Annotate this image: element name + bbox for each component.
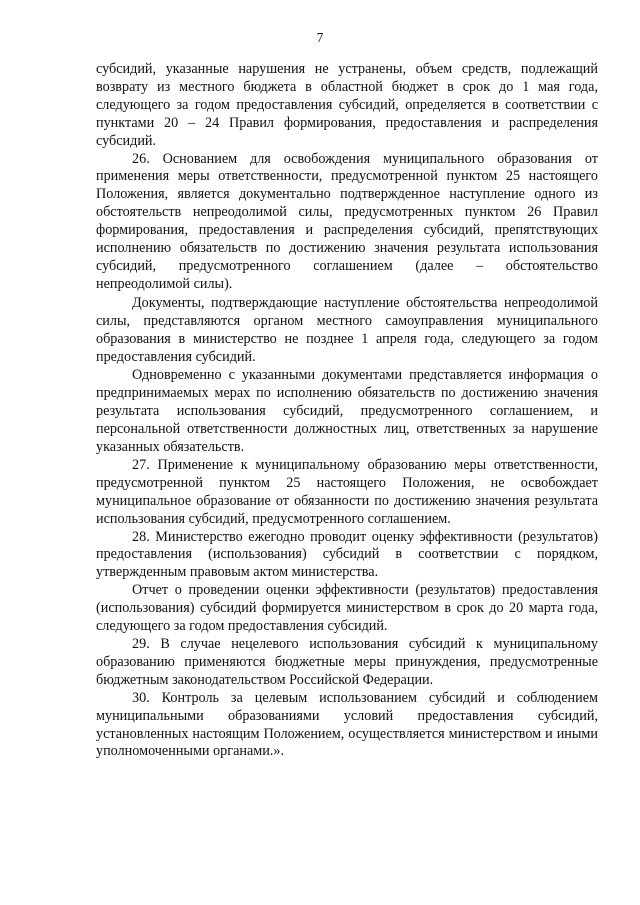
paragraph-documents: Документы, подтверждающие наступление обстоятельства непреодолимой силы, представляются органом местного самоуправления муниципального образования в министерство не позднее 1 апреля года, следующего за годом предоставления субсидий. xyxy=(96,294,598,365)
paragraph-information: Одновременно с указанными документами представляется информация о предпринимаемых мерах по исполнению обязательств по достижению значения результата использования субсидий, предусмотренного соглашением, и персональной ответственности должностных лиц, ответственных за нарушение указанных обязательств. xyxy=(96,367,598,456)
document-body xyxy=(96,61,598,761)
paragraph-item-30: 30. Контроль за целевым использованием субсидий и соблюдением муниципальными образованиями условий предоставления субсидий, установленных настоящим Положением, осуществляется министерством и иными уполномоченными органами.». xyxy=(96,689,598,760)
paragraph-report: Отчет о проведении оценки эффективности (результатов) предоставления (использования) субсидий формируется министерством в срок до 20 марта года, следующего за годом предоставления субсидий. xyxy=(96,582,598,635)
paragraph-item-26: 26. Основанием для освобождения муниципального образования от применения меры ответственности, предусмотренной пунктом 25 настоящего Положения, является документально подтвержденное наступление одного из обстоятельств непреодолимой силы, предусмотренных пунктом 26 Правил формирования, предоставления и распределения субсидий, препятствующих исполнению обязательств по достижению значения результата использования субсидий, предусмотренного соглашением (далее – обстоятельство непреодолимой силы). xyxy=(96,150,598,292)
paragraph-item-27: 27. Применение к муниципальному образованию меры ответственности, предусмотренной пунктом 25 настоящего Положения, не освобождает муниципальное образование от обязанности по достижению значения результата использования субсидий, предусмотренного соглашением. xyxy=(96,456,598,527)
paragraph-item-28: 28. Министерство ежегодно проводит оценку эффективности (результатов) предоставления (использования) субсидий в соответствии с порядком, утвержденным правовым актом министерства. xyxy=(96,528,598,581)
paragraph-continuation: субсидий, указанные нарушения не устранены, объем средств, подлежащий возврату из местного бюджета в областной бюджет в срок до 1 мая года, следующего за годом предоставления субсидий, определяется в соответствии с пунктами 20 – 24 Правил формирования, предоставления и распределения субсидий. xyxy=(96,61,598,149)
paragraph-item-29: 29. В случае нецелевого использования субсидий к муниципальному образованию применяются бюджетные меры принуждения, предусмотренные бюджетным законодательством Российской Федерации. xyxy=(96,636,598,688)
page-number: 7 xyxy=(316,30,324,45)
